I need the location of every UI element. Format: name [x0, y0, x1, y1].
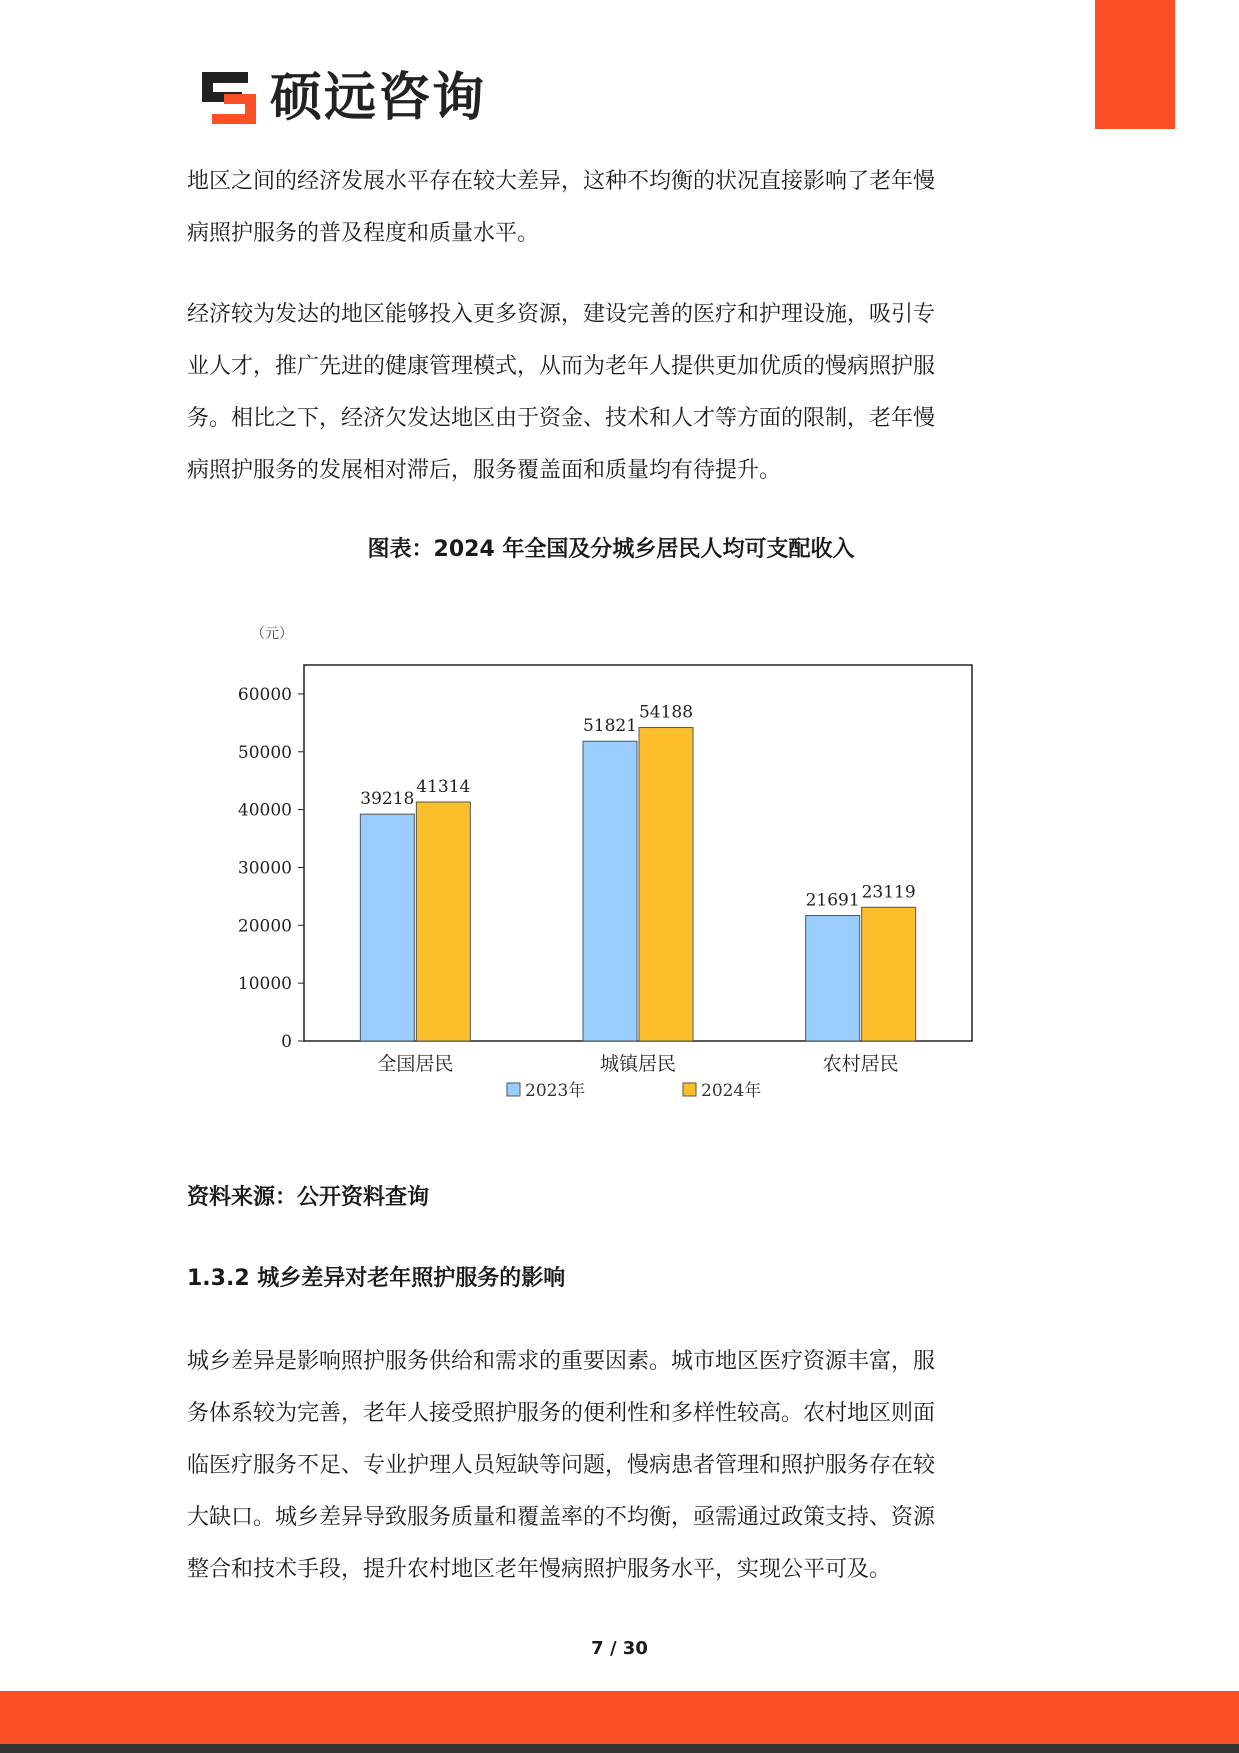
y-tick-label: 50000 [237, 742, 292, 763]
figure-source: 资料来源：公开资料查询 [187, 1185, 430, 1210]
legend-swatch [683, 1083, 696, 1096]
bar [862, 907, 916, 1041]
bar-chart [187, 600, 1035, 1120]
paragraph-line: 业人才，推广先进的健康管理模式，从而为老年人提供更加优质的慢病照护服 [187, 354, 936, 379]
bar [360, 814, 414, 1041]
page-number: 7 / 30 [591, 1638, 648, 1659]
y-tick-label: 0 [281, 1032, 292, 1052]
footer-strip [0, 1744, 1239, 1753]
paragraph-line: 病照护服务的普及程度和质量水平。 [187, 221, 540, 246]
paragraph-line: 务体系较为完善，老年人接受照护服务的便利性和多样性较高。农村地区则面 [187, 1401, 936, 1426]
company-logo [200, 66, 486, 130]
paragraph-line: 病照护服务的发展相对滞后，服务覆盖面和质量均有待提升。 [187, 458, 782, 483]
header-accent-block [1095, 0, 1175, 129]
bar [583, 741, 637, 1041]
legend-swatch [507, 1083, 520, 1096]
x-category-label: 农村居民 [822, 1053, 899, 1075]
data-label: 23119 [861, 882, 916, 903]
paragraph-line: 务。相比之下，经济欠发达地区由于资金、技术和人才等方面的限制，老年慢 [187, 406, 936, 431]
y-tick-label: 20000 [237, 916, 292, 937]
bar [806, 916, 860, 1041]
data-label: 21691 [805, 890, 860, 911]
data-label: 54188 [638, 702, 694, 723]
data-label: 51821 [582, 716, 638, 737]
paragraph-line: 大缺口。城乡差异导致服务质量和覆盖率的不均衡，亟需通过政策支持、资源 [187, 1505, 936, 1530]
y-tick-label: 30000 [237, 858, 292, 879]
legend-label: 2023年 [525, 1081, 586, 1101]
legend-label: 2024年 [701, 1081, 762, 1101]
data-label: 39218 [360, 789, 415, 810]
y-axis-unit-label: （元） [251, 626, 293, 642]
figure-caption: 图表：2024 年全国及分城乡居民人均可支配收入 [367, 537, 855, 562]
x-category-label: 城镇居民 [599, 1053, 677, 1075]
x-category-label: 全国居民 [377, 1053, 454, 1075]
section-heading: 1.3.2 城乡差异对老年照护服务的影响 [187, 1266, 566, 1291]
paragraph-line: 经济较为发达的地区能够投入更多资源，建设完善的医疗和护理设施，吸引专 [187, 302, 936, 327]
footer-bar [0, 1691, 1239, 1744]
bar [416, 802, 470, 1041]
paragraph-line: 临医疗服务不足、专业护理人员短缺等问题，慢病患者管理和照护服务存在较 [187, 1453, 936, 1478]
data-label: 41314 [416, 777, 471, 798]
y-tick-label: 60000 [237, 684, 292, 705]
logo-mark-icon [200, 68, 260, 128]
paragraph-line: 地区之间的经济发展水平存在较大差异，这种不均衡的状况直接影响了老年慢 [187, 169, 936, 194]
paragraph-2 [187, 289, 1035, 497]
y-tick-label: 40000 [237, 800, 292, 821]
logo-text: 硕远咨询 [270, 68, 487, 128]
bar [639, 728, 693, 1041]
paragraph-1 [187, 156, 1035, 260]
y-tick-label: 10000 [237, 974, 292, 995]
paragraph-line: 整合和技术手段，提升农村地区老年慢病照护服务水平，实现公平可及。 [187, 1557, 892, 1582]
paragraph-line: 城乡差异是影响照护服务供给和需求的重要因素。城市地区医疗资源丰富，服 [187, 1349, 936, 1374]
paragraph-3 [187, 1336, 1035, 1596]
